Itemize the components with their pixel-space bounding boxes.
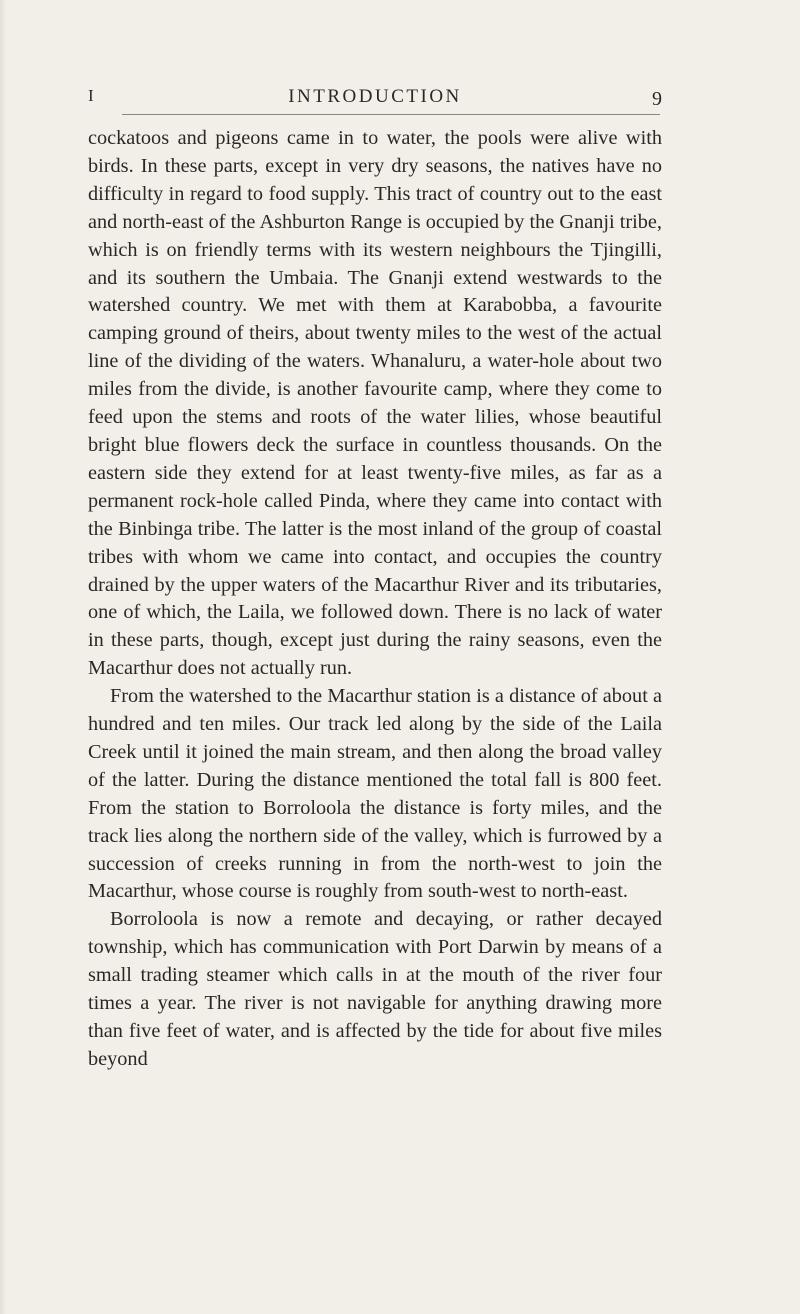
paragraph-1: cockatoos and pigeons came in to water, the pools were alive with birds. In these parts, except in very dry seasons, the natives have no difficulty in regard to food supply. This tract of country out to the east and north-east of the Ashburton Range is occupied by the Gnanji tribe, which is on friendly terms with its western neighbours the Tjingilli, and its southern the Umbaia. The Gnanji extend westwards to the watershed country. We met with them at Karabobba, a favourite camping ground of theirs, about twenty miles to the west of the actual line of the dividing of the waters. Whanaluru, a water-hole about two miles from the divide, is another favourite camp, where they come to feed upon the stems and roots of the water lilies, whose beautiful bright blue flowers deck the surface in countless thousands. On the eastern side they extend for at least twenty-five miles, as far as a permanent rock-hole called Pinda, where they came into contact with the Binbinga tribe. The latter is the most inland of the group of coastal tribes with whom we came into contact, and occupies the country drained by the upper waters of the Macarthur River and its tributaries, one of which, the Laila, we followed down. There is no lack of water in these parts, though, except just during the rainy seasons, even the Macarthur does not actually run. <box>88 127 662 680</box>
paragraph-2: From the watershed to the Macarthur station is a distance of about a hundred and ten miles. Our track led along by the side of the Laila Creek until it joined the main stream, and then along the broad valley of the latter. During the distance mentioned the total fall is 800 feet. From the station to Borroloola the distance is forty miles, and the track lies along the northern side of the valley, which is furrowed by a succession of creeks running in from the north-west to join the Macarthur, whose course is roughly from south-west to north-east. <box>88 685 662 903</box>
running-title: INTRODUCTION <box>288 86 462 107</box>
header-rule <box>122 114 660 115</box>
paragraph-3: Borroloola is now a remote and decaying, or rather decayed township, which has communication with Port Darwin by means of a small trading steamer which calls in at the mouth of the river four times a year. The river is not navigable for anything drawing more than five feet of water, and is affected by the tide for about five miles beyond <box>88 908 662 1070</box>
page-number: 9 <box>652 88 662 110</box>
section-number: I <box>88 86 95 105</box>
body-text <box>88 125 662 1074</box>
page-edge-shadow <box>0 0 6 1314</box>
running-head <box>88 86 662 114</box>
